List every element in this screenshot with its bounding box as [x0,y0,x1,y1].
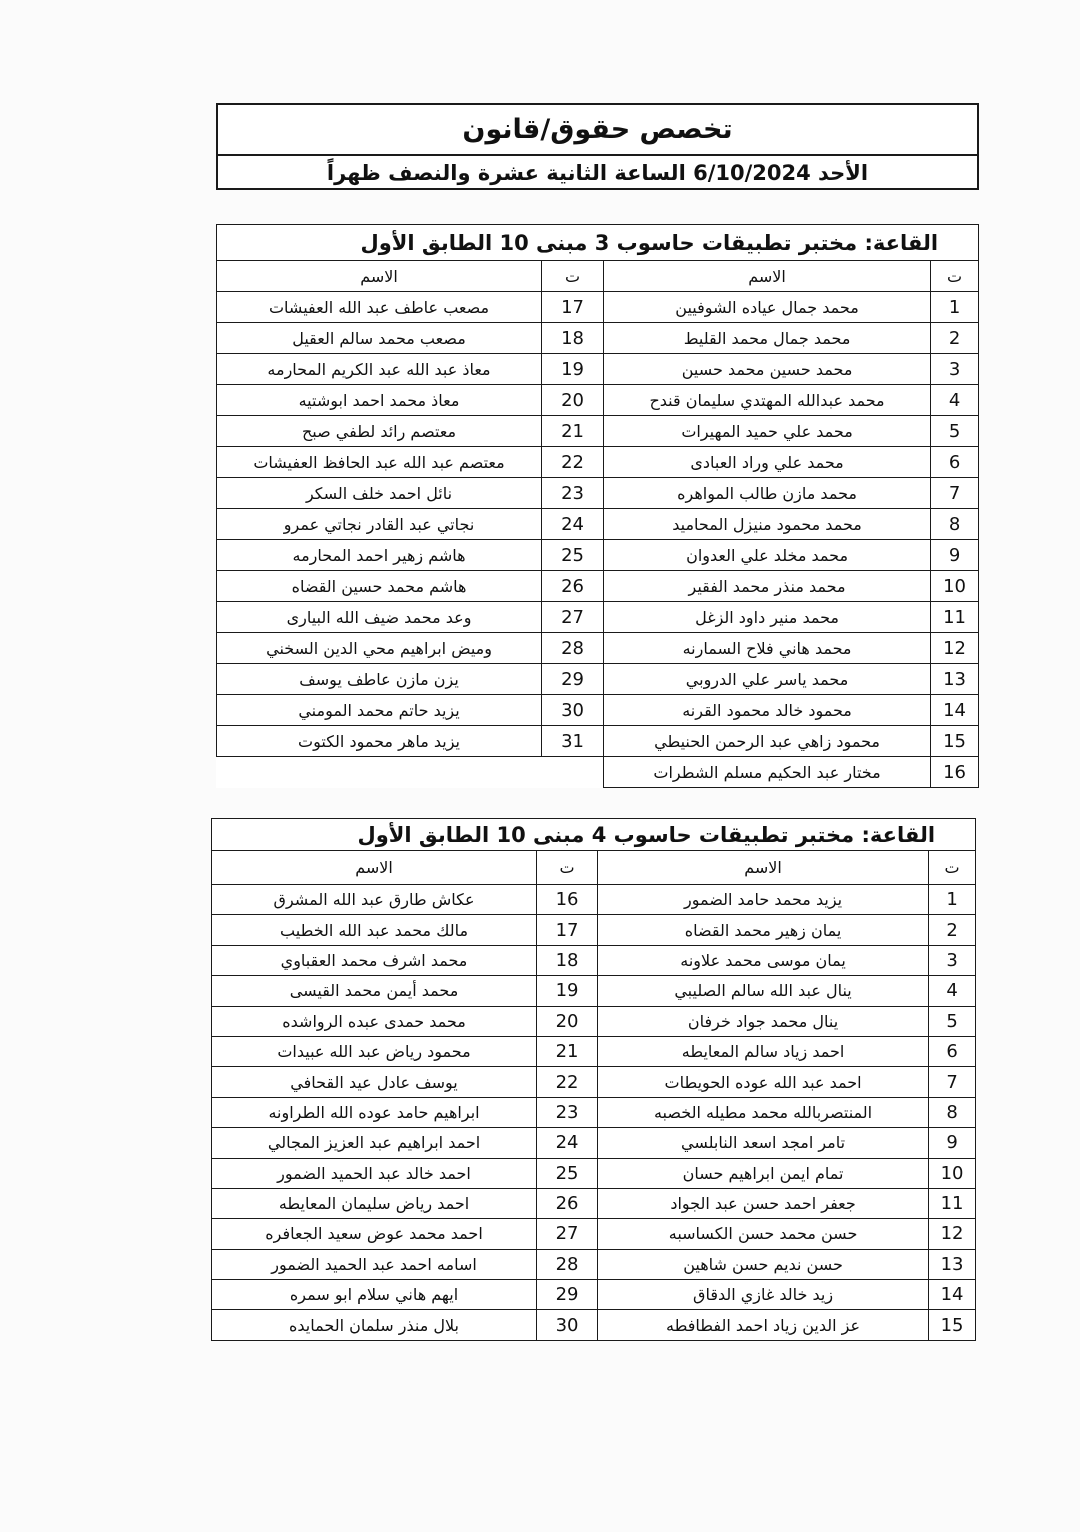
student-number: 20 [542,385,604,416]
student-number: 26 [542,571,604,602]
student-number: 23 [537,1097,598,1127]
table-row [217,726,979,757]
student-number: 28 [537,1249,598,1279]
table-row [212,1219,976,1249]
table-row [217,354,979,385]
student-number: 15 [931,726,979,757]
student-name: ينال عبد الله سالم الصليبي [598,976,929,1006]
student-name: وميض ابراهيم محي الدين السخني [217,633,542,664]
student-number: 25 [537,1158,598,1188]
student-number: 8 [929,1097,976,1127]
student-name: يزيد حاتم محمد المومني [217,695,542,726]
student-number: 10 [929,1158,976,1188]
table-row [217,633,979,664]
student-name: محمود رياض عبد الله عبيدات [212,1036,537,1066]
student-number: 17 [542,292,604,323]
student-number: 21 [542,416,604,447]
student-name: يمان موسى محمد علاونه [598,945,929,975]
table-row [217,509,979,540]
student-name: محمد حمدى عبده الرواشده [212,1006,537,1036]
table-row [217,385,979,416]
table-row [212,1280,976,1310]
student-name: يزيد محمد حامد الضمور [598,885,929,915]
student-name: احمد خالد عبد الحميد الضمور [212,1158,537,1188]
student-name: ابراهيم حامد عوده الله الطراونه [212,1097,537,1127]
student-name: بلال منذر سلمان الحمايده [212,1310,537,1340]
student-number: 24 [537,1128,598,1158]
student-number: 15 [929,1310,976,1340]
student-number: 8 [931,509,979,540]
column-header-name: الاسم [217,261,542,292]
table-row [217,695,979,726]
table-row [212,1067,976,1097]
room-title: القاعة: مختبر تطبيقات حاسوب 4 مبنى 10 الطابق الأول [212,819,976,851]
student-number: 20 [537,1006,598,1036]
student-number: 2 [931,323,979,354]
table-row [217,757,979,788]
table-row [212,1249,976,1279]
table-row [212,1158,976,1188]
student-name: تامر امجد اسعد النابلسي [598,1128,929,1158]
column-header-number: ت [929,851,976,885]
student-number: 6 [931,447,979,478]
empty-cell [542,757,604,788]
student-name: احمد رياض سليمان المعايطه [212,1188,537,1218]
column-header-name: الاسم [598,851,929,885]
column-header-number: ت [542,261,604,292]
student-name: عكاش طارق عبد الله المشرق [212,885,537,915]
student-number: 22 [537,1067,598,1097]
column-header-name: الاسم [604,261,931,292]
student-name: محمد هاني فلاح السمارنه [604,633,931,664]
student-number: 4 [931,385,979,416]
student-name: مختار عبد الحكيم مسلم الشطرات [604,757,931,788]
student-name: هاشم زهير احمد المحارمه [217,540,542,571]
student-number: 5 [931,416,979,447]
student-name: مصعب عاطف عبد الله العفيشات [217,292,542,323]
student-number: 24 [542,509,604,540]
table-row [217,602,979,633]
student-number: 10 [931,571,979,602]
room-table-lab-4 [211,818,976,1341]
table-row [217,540,979,571]
student-name: يمان زهير محمد القضاه [598,915,929,945]
student-number: 13 [931,664,979,695]
student-name: محمود زاهي عبد الرحمن الحنيطي [604,726,931,757]
table-row [212,1006,976,1036]
table-row [212,1310,976,1340]
student-number: 9 [929,1128,976,1158]
student-name: ينال محمد جواد خرفان [598,1006,929,1036]
student-number: 23 [542,478,604,509]
student-number: 18 [537,945,598,975]
student-name: محمد ياسر علي الدروبي [604,664,931,695]
student-name: يزيد ماهر محمود الكتوت [217,726,542,757]
student-name: محمد حسين محمد حسين [604,354,931,385]
table-row [212,976,976,1006]
table-row [217,323,979,354]
student-name: حسن نديم حسن شاهين [598,1249,929,1279]
student-name: محمد مازن طالب المواهره [604,478,931,509]
student-number: 26 [537,1188,598,1218]
student-name: معاذ عبد الله عبد الكريم المحارمه [217,354,542,385]
student-number: 6 [929,1036,976,1066]
student-number: 27 [537,1219,598,1249]
table-row [212,915,976,945]
student-name: محمد علي حميد المهيرات [604,416,931,447]
student-number: 12 [929,1219,976,1249]
student-name: يزن مازن عاطف يوسف [217,664,542,695]
student-name: معتصم رائد لطفي صبح [217,416,542,447]
student-number: 19 [542,354,604,385]
student-number: 29 [537,1280,598,1310]
student-name: محمود خالد محمود القرنه [604,695,931,726]
student-name: نجاتي عبد القادر نجاتي عمرو [217,509,542,540]
student-name: وعد محمد ضيف الله البيارى [217,602,542,633]
student-name: محمد منير داود الزغل [604,602,931,633]
table-row [212,1097,976,1127]
student-number: 31 [542,726,604,757]
student-name: مالك محمد عبد الله الخطيب [212,915,537,945]
student-number: 16 [537,885,598,915]
student-number: 30 [537,1310,598,1340]
student-number: 11 [931,602,979,633]
student-number: 22 [542,447,604,478]
student-name: محمد مخلد علي العدوان [604,540,931,571]
student-number: 27 [542,602,604,633]
student-number: 21 [537,1036,598,1066]
student-name: جعفر احمد حسن عبد الجواد [598,1188,929,1218]
student-name: عز الدين زياد احمد الفطافطه [598,1310,929,1340]
student-name: محمد جمال محمد القليط [604,323,931,354]
student-name: احمد محمد عوض سعيد الجعافره [212,1219,537,1249]
student-number: 7 [931,478,979,509]
column-header-number: ت [537,851,598,885]
student-number: 4 [929,976,976,1006]
student-number: 11 [929,1188,976,1218]
table-row [217,571,979,602]
student-name: يوسف عادل عيد القحافي [212,1067,537,1097]
student-name: هاشم محمد حسين القضاه [217,571,542,602]
student-name: محمد اشرف محمد العقباوي [212,945,537,975]
student-number: 16 [931,757,979,788]
student-number: 30 [542,695,604,726]
exam-date-time: الأحد 6/10/2024 الساعة الثانية عشرة والنصف ظهراً [326,161,869,185]
table-row [212,885,976,915]
student-number: 19 [537,976,598,1006]
student-name: المنتصربالله محمد مطيله الخصبه [598,1097,929,1127]
student-name: احمد زياد سالم المعايطه [598,1036,929,1066]
table-row [217,447,979,478]
student-number: 29 [542,664,604,695]
student-number: 3 [929,945,976,975]
empty-cell [217,757,542,788]
student-number: 5 [929,1006,976,1036]
student-name: محمد منذر محمد الفقير [604,571,931,602]
student-number: 13 [929,1249,976,1279]
student-number: 25 [542,540,604,571]
student-name: احمد ابراهيم عبد العزيز المجالي [212,1128,537,1158]
room-title: القاعة: مختبر تطبيقات حاسوب 3 مبنى 10 الطابق الأول [217,225,979,261]
student-number: 9 [931,540,979,571]
column-header-number: ت [931,261,979,292]
table-row [217,478,979,509]
student-name: تمام ايمن ابراهيم حسان [598,1158,929,1188]
table-row [217,664,979,695]
table-row [212,1188,976,1218]
student-name: معتصم عبد الله عبد الحافظ العفيشات [217,447,542,478]
student-number: 14 [929,1280,976,1310]
column-header-name: الاسم [212,851,537,885]
student-name: ايهم هاني سلام ابو سمره [212,1280,537,1310]
table-row [212,945,976,975]
student-number: 18 [542,323,604,354]
student-name: اسامه احمد عبد الحميد الضمور [212,1249,537,1279]
table-row [217,292,979,323]
student-name: معاذ محمد احمد ابوشتيه [217,385,542,416]
student-name: احمد عبد الله عوده الحويطات [598,1067,929,1097]
student-number: 17 [537,915,598,945]
student-number: 28 [542,633,604,664]
student-name: زيد خالد غازي الدقاق [598,1280,929,1310]
table-row [212,1128,976,1158]
document-title: تخصص حقوق/قانون [218,105,977,156]
student-number: 14 [931,695,979,726]
document-header [216,103,979,190]
student-name: حسن محمد حسن الكساسبه [598,1219,929,1249]
student-number: 1 [931,292,979,323]
student-number: 12 [931,633,979,664]
student-name: محمد علي وراد العبادى [604,447,931,478]
student-name: محمد أيمن محمد القيسى [212,976,537,1006]
student-name: محمد جمال عياده الشوفيين [604,292,931,323]
table-row [217,416,979,447]
student-name: نائل احمد خلف السكر [217,478,542,509]
room-table-lab-3 [216,224,979,788]
student-number: 2 [929,915,976,945]
student-name: محمد محمود منيزل المحاميد [604,509,931,540]
student-name: محمد عبدالله المهتدي سليمان قندح [604,385,931,416]
student-name: مصعب محمد سالم العقيل [217,323,542,354]
student-number: 7 [929,1067,976,1097]
table-row [212,1036,976,1066]
student-number: 1 [929,885,976,915]
student-number: 3 [931,354,979,385]
